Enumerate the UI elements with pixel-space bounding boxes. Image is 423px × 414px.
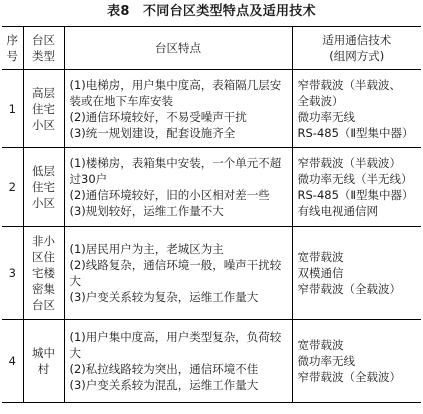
header-features: 台区特点	[64, 27, 292, 70]
applicable-tech: 窄带载波（半载波、 全载波） 微功率无线 RS-485（Ⅱ型集中器）	[292, 70, 421, 148]
table-row	[2, 148, 421, 227]
row-number: 4	[2, 320, 23, 403]
area-type: 高层 住宅 小区	[23, 70, 64, 148]
table-row	[2, 70, 421, 148]
area-type: 城中 村	[23, 320, 64, 403]
header-type: 台区 类型	[23, 27, 64, 70]
area-type: 低层 住宅 小区	[23, 148, 64, 227]
row-number: 1	[2, 70, 23, 148]
table-row	[2, 320, 421, 403]
area-features: (1)楼梯房，表箱集中安装，一个单元不超过30户 (2)通信环境较好，旧的小区相对差一些 (3)规划较好，运维工作量不大	[64, 148, 292, 227]
row-number: 2	[2, 148, 23, 227]
table-title: 表8 不同台区类型特点及适用技术	[107, 4, 316, 19]
area-features: (1)用户集中度高，用户类型复杂，负荷较大 (2)私拉线路较为突出，通信环境不佳 (3)户变关系较为混乱，运维工作量大	[64, 320, 292, 403]
table-header-row	[2, 27, 421, 70]
header-tech: 适用通信技术 (组网方式)	[292, 27, 421, 70]
table-row	[2, 227, 421, 320]
row-number: 3	[2, 227, 23, 320]
applicable-tech: 宽带载波 双模通信 窄带载波（全载波）	[292, 227, 421, 320]
comm-tech-table	[2, 26, 421, 403]
applicable-tech: 窄带载波（半载波） 微功率无线（半无线） RS-485（Ⅱ型集中器） 有线电视通信网	[292, 148, 421, 227]
applicable-tech: 宽带载波 微功率无线 窄带载波（全载波）	[292, 320, 421, 403]
area-type: 非小 区住 宅楼 密集 台区	[23, 227, 64, 320]
area-features: (1)居民用户为主，老城区为主 (2)线路复杂，通信环境一般，噪声干扰较大 (3)户变关系较为复杂，运维工作量大	[64, 227, 292, 320]
header-num: 序 号	[2, 27, 23, 70]
area-features: (1)电梯房，用户集中度高，表箱隔几层安装或在地下车库安装 (2)通信环境较好，不易受噪声干扰 (3)统一规划建设，配套设施齐全	[64, 70, 292, 148]
